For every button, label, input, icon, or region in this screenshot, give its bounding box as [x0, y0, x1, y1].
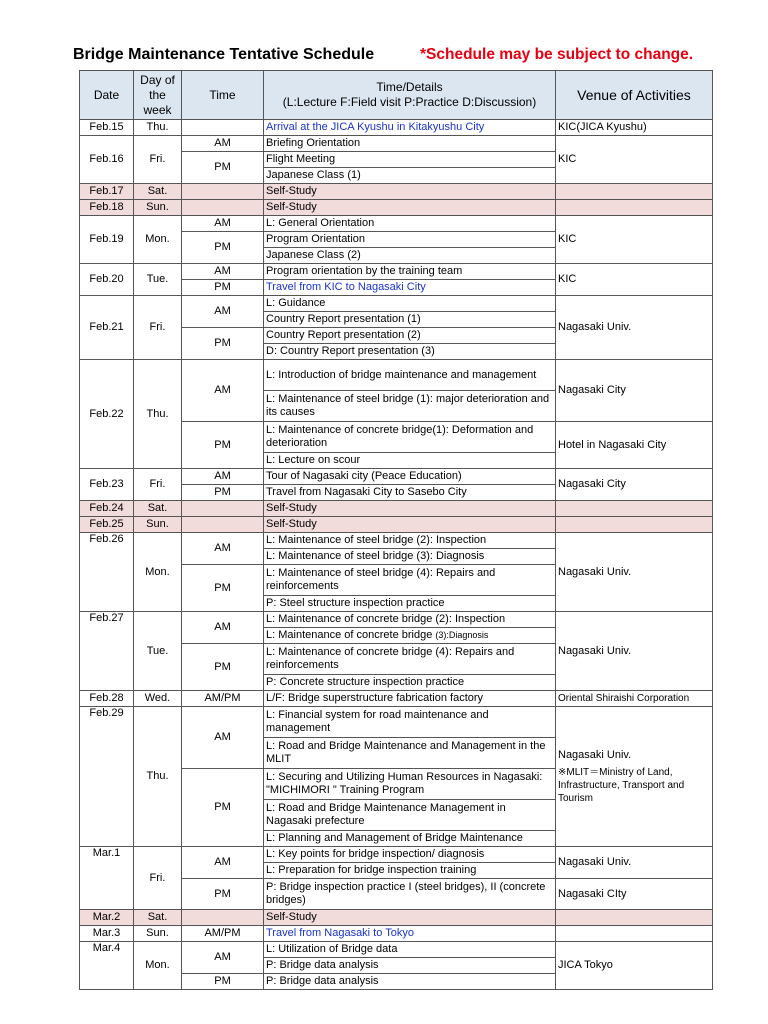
header-details-line2: (L:Lecture F:Field visit P:Practice D:Discussion) — [282, 95, 537, 109]
detail-cell: L: Maintenance of steel bridge (4): Repairs and reinforcements — [264, 565, 556, 596]
venue-cell: KIC — [556, 264, 713, 296]
venue-cell: Hotel in Nagasaki City — [556, 422, 713, 469]
time-cell: AM/PM — [182, 926, 264, 942]
detail-cell: Self-Study — [264, 910, 556, 926]
time-cell: PM — [182, 769, 264, 847]
venue-cell: Oriental Shiraishi Corporation — [556, 691, 713, 707]
detail-cell: L: Lecture on scour — [264, 453, 556, 469]
page-title: Bridge Maintenance Tentative Schedule — [73, 46, 375, 63]
table-row — [80, 707, 713, 738]
table-row — [80, 184, 713, 200]
time-cell: PM — [182, 422, 264, 469]
detail-cell: L: Maintenance of steel bridge (3): Diagnosis — [264, 549, 556, 565]
detail-cell: L: Maintenance of concrete bridge (2): Inspection — [264, 612, 556, 628]
detail-cell: Arrival at the JICA Kyushu in Kitakyushu City — [264, 120, 556, 136]
table-row — [80, 469, 713, 485]
time-cell: AM — [182, 942, 264, 974]
table-row — [80, 501, 713, 517]
day-cell: Thu. — [134, 360, 182, 469]
detail-cell: L: Planning and Management of Bridge Maintenance — [264, 831, 556, 847]
table-row — [80, 216, 713, 232]
time-cell — [182, 501, 264, 517]
mlit-footnote: ※MLIT＝Ministry of Land, Infrastructure, Transport and Tourism — [558, 766, 685, 804]
date-cell: Feb.18 — [80, 200, 134, 216]
date-cell: Mar.4 — [80, 942, 134, 990]
day-cell: Fri. — [134, 296, 182, 360]
venue-cell — [556, 200, 713, 216]
header-time: Time — [182, 71, 264, 120]
date-cell: Mar.1 — [80, 847, 134, 910]
detail-cell: Self-Study — [264, 517, 556, 533]
time-cell: PM — [182, 879, 264, 910]
day-cell: Sat. — [134, 501, 182, 517]
day-cell: Thu. — [134, 120, 182, 136]
header-venue: Venue of Activities — [556, 71, 713, 120]
detail-cell: L: Road and Bridge Maintenance and Management in the MLIT — [264, 738, 556, 769]
venue-cell — [556, 184, 713, 200]
header-details — [264, 71, 556, 120]
date-cell: Feb.28 — [80, 691, 134, 707]
date-cell: Feb.17 — [80, 184, 134, 200]
detail-cell: L: Maintenance of steel bridge (2): Inspection — [264, 533, 556, 549]
detail-cell: L: Securing and Utilizing Human Resources in Nagasaki: "MICHIMORI " Training Program — [264, 769, 556, 800]
detail-cell: Travel from Nagasaki to Tokyo — [264, 926, 556, 942]
detail-cell: D: Country Report presentation (3) — [264, 344, 556, 360]
date-cell: Feb.29 — [80, 707, 134, 847]
detail-cell: Japanese Class (2) — [264, 248, 556, 264]
time-cell: PM — [182, 644, 264, 691]
date-cell: Feb.26 — [80, 533, 134, 612]
detail-cell: Flight Meeting — [264, 152, 556, 168]
time-cell: PM — [182, 485, 264, 501]
date-cell: Feb.25 — [80, 517, 134, 533]
detail-cell: P: Bridge data analysis — [264, 974, 556, 990]
time-cell: AM — [182, 707, 264, 769]
detail-cell: P: Bridge data analysis — [264, 958, 556, 974]
detail-cell: L: Financial system for road maintenance and management — [264, 707, 556, 738]
time-cell: PM — [182, 974, 264, 990]
detail-cell: L: General Orientation — [264, 216, 556, 232]
time-cell: AM/PM — [182, 691, 264, 707]
detail-cell: P: Concrete structure inspection practice — [264, 675, 556, 691]
time-cell: PM — [182, 232, 264, 264]
time-cell: AM — [182, 136, 264, 152]
day-cell: Fri. — [134, 469, 182, 501]
schedule-table — [79, 70, 713, 990]
header-details-line1: Time/Details — [376, 80, 443, 94]
time-cell: AM — [182, 296, 264, 328]
day-cell: Thu. — [134, 707, 182, 847]
table-row — [80, 136, 713, 152]
table-row — [80, 517, 713, 533]
detail-cell: Country Report presentation (1) — [264, 312, 556, 328]
day-cell: Fri. — [134, 136, 182, 184]
venue-cell: Nagasaki City — [556, 469, 713, 501]
day-cell: Wed. — [134, 691, 182, 707]
detail-cell: Japanese Class (1) — [264, 168, 556, 184]
venue-cell — [556, 707, 713, 847]
detail-cell: Briefing Orientation — [264, 136, 556, 152]
date-cell: Mar.2 — [80, 910, 134, 926]
table-row — [80, 120, 713, 136]
time-cell: AM — [182, 469, 264, 485]
day-cell: Sun. — [134, 517, 182, 533]
detail-cell — [264, 628, 556, 644]
venue-cell: KIC — [556, 136, 713, 184]
venue-cell: KIC(JICA Kyushu) — [556, 120, 713, 136]
date-cell: Feb.16 — [80, 136, 134, 184]
table-row — [80, 847, 713, 863]
venue-cell — [556, 501, 713, 517]
table-row — [80, 942, 713, 958]
venue-cell — [556, 517, 713, 533]
header-date: Date — [80, 71, 134, 120]
date-cell: Feb.15 — [80, 120, 134, 136]
header-day: Day of the week — [134, 71, 182, 120]
detail-text-small: (3):Diagnosis — [435, 630, 489, 640]
detail-cell: Program Orientation — [264, 232, 556, 248]
time-cell: PM — [182, 152, 264, 184]
table-row — [80, 200, 713, 216]
detail-cell: L: Preparation for bridge inspection training — [264, 863, 556, 879]
detail-cell: Self-Study — [264, 501, 556, 517]
date-cell: Feb.19 — [80, 216, 134, 264]
venue-cell: KIC — [556, 216, 713, 264]
detail-cell: Self-Study — [264, 184, 556, 200]
table-row — [80, 926, 713, 942]
venue-cell: Nagasaki Univ. — [556, 533, 713, 612]
venue-cell: Nagasaki City — [556, 360, 713, 422]
date-cell: Feb.21 — [80, 296, 134, 360]
date-cell: Feb.22 — [80, 360, 134, 469]
day-cell: Mon. — [134, 942, 182, 990]
venue-cell: Nagasaki Univ. — [556, 296, 713, 360]
detail-cell: Country Report presentation (2) — [264, 328, 556, 344]
time-cell — [182, 184, 264, 200]
day-cell: Sun. — [134, 200, 182, 216]
detail-cell: L: Key points for bridge inspection/ diagnosis — [264, 847, 556, 863]
time-cell — [182, 120, 264, 136]
day-cell: Sun. — [134, 926, 182, 942]
detail-cell: L: Guidance — [264, 296, 556, 312]
time-cell: AM — [182, 612, 264, 644]
detail-cell: Travel from KIC to Nagasaki City — [264, 280, 556, 296]
time-cell — [182, 200, 264, 216]
time-cell: PM — [182, 280, 264, 296]
detail-cell: L: Road and Bridge Maintenance Management in Nagasaki prefecture — [264, 800, 556, 831]
schedule-change-notice: *Schedule may be subject to change. — [420, 46, 694, 63]
time-cell: PM — [182, 328, 264, 360]
table-row — [80, 296, 713, 312]
detail-cell: L/F: Bridge superstructure fabrication factory — [264, 691, 556, 707]
detail-cell: L: Maintenance of concrete bridge (4): Repairs and reinforcements — [264, 644, 556, 675]
date-cell: Feb.20 — [80, 264, 134, 296]
venue-cell: Nagasaki Univ. — [556, 612, 713, 691]
time-cell — [182, 910, 264, 926]
header-row — [80, 71, 713, 120]
time-cell: AM — [182, 264, 264, 280]
date-cell: Mar.3 — [80, 926, 134, 942]
detail-cell: Program orientation by the training team — [264, 264, 556, 280]
detail-cell: L: Maintenance of concrete bridge(1): Deformation and deterioration — [264, 422, 556, 453]
day-cell: Tue. — [134, 612, 182, 691]
table-row — [80, 360, 713, 391]
time-cell: PM — [182, 565, 264, 612]
detail-text: L: Maintenance of concrete bridge — [266, 629, 436, 641]
detail-cell: L: Maintenance of steel bridge (1): major deterioration and its causes — [264, 391, 556, 422]
day-cell: Tue. — [134, 264, 182, 296]
table-row — [80, 910, 713, 926]
table-row — [80, 691, 713, 707]
detail-cell: Travel from Nagasaki City to Sasebo City — [264, 485, 556, 501]
detail-cell: L: Introduction of bridge maintenance and management — [264, 360, 556, 391]
date-cell: Feb.24 — [80, 501, 134, 517]
detail-cell: L: Utilization of Bridge data — [264, 942, 556, 958]
time-cell — [182, 517, 264, 533]
detail-cell: Tour of Nagasaki city (Peace Education) — [264, 469, 556, 485]
table-row — [80, 612, 713, 628]
venue-cell: JICA Tokyo — [556, 942, 713, 990]
venue-cell: Nagasaki Univ. — [556, 847, 713, 879]
time-cell: AM — [182, 360, 264, 422]
venue-text: Nagasaki Univ. — [558, 748, 632, 761]
venue-cell — [556, 910, 713, 926]
day-cell: Mon. — [134, 216, 182, 264]
table-row — [80, 264, 713, 280]
date-cell: Feb.27 — [80, 612, 134, 691]
date-cell: Feb.23 — [80, 469, 134, 501]
day-cell: Fri. — [134, 847, 182, 910]
day-cell: Sat. — [134, 910, 182, 926]
venue-cell: Nagasaki CIty — [556, 879, 713, 910]
time-cell: AM — [182, 216, 264, 232]
detail-cell: Self-Study — [264, 200, 556, 216]
time-cell: AM — [182, 533, 264, 565]
venue-cell — [556, 926, 713, 942]
detail-cell: P: Bridge inspection practice I (steel bridges), II (concrete bridges) — [264, 879, 556, 910]
time-cell: AM — [182, 847, 264, 879]
day-cell: Mon. — [134, 533, 182, 612]
day-cell: Sat. — [134, 184, 182, 200]
detail-cell: P: Steel structure inspection practice — [264, 596, 556, 612]
table-row — [80, 533, 713, 549]
